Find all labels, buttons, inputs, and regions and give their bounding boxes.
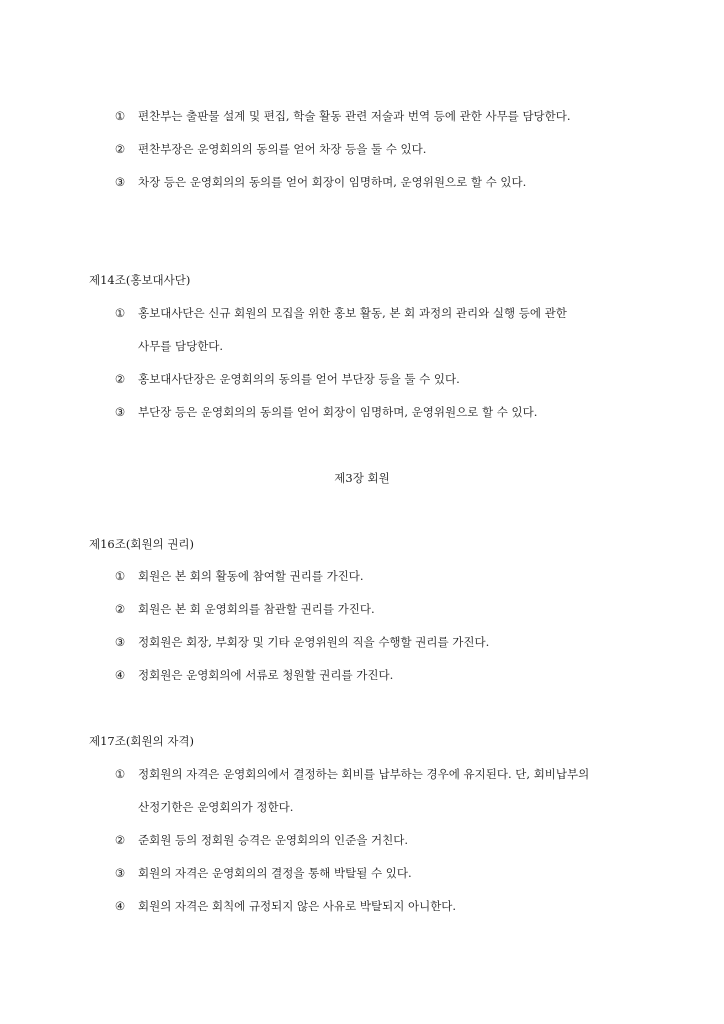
item-text: 사무를 담당한다. [138, 339, 224, 353]
item-number: ② [114, 372, 126, 386]
chapter-3-title: 제3장 회원 [334, 471, 390, 485]
item-text: 편찬부장은 운영회의의 동의를 얻어 차장 등을 둘 수 있다. [138, 142, 427, 156]
item-text: 정회원은 회장, 부회장 및 기타 운영위원의 직을 수행할 권리를 가진다. [138, 635, 490, 649]
item-number: ① [114, 306, 126, 320]
item-text: 회원은 본 회 운영회의를 참관할 권리를 가진다. [138, 602, 375, 616]
item-number: ② [114, 142, 126, 156]
item-text: 회원의 자격은 운영회의의 결정을 통해 박탈될 수 있다. [138, 866, 412, 880]
item-number: ④ [114, 668, 126, 682]
item-number: ③ [114, 866, 126, 880]
item-text: 준회원 등의 정회원 승격은 운영회의의 인준을 거친다. [138, 833, 408, 847]
item-text: 산정기한은 운영회의가 정한다. [138, 800, 294, 814]
item-text: 차장 등은 운영회의의 동의를 얻어 회장이 임명하며, 운영위원으로 할 수 있다. [138, 175, 527, 189]
item-text: 부단장 등은 운영회의의 동의를 얻어 회장이 임명하며, 운영위원으로 할 수 있다. [138, 405, 538, 419]
item-text: 홍보대사단장은 운영회의의 동의를 얻어 부단장 등을 둘 수 있다. [138, 372, 460, 386]
item-text: 회원은 본 회의 활동에 참여할 권리를 가진다. [138, 569, 364, 583]
item-number: ③ [114, 635, 126, 649]
item-number: ③ [114, 175, 126, 189]
item-number: ② [114, 833, 126, 847]
item-text: 정회원은 운영회의에 서류로 청원할 권리를 가진다. [138, 668, 394, 682]
item-number: ① [114, 569, 126, 583]
item-number: ③ [114, 405, 126, 419]
item-text: 정회원의 자격은 운영회의에서 결정하는 회비를 납부하는 경우에 유지된다. 단, 회비납부의 [138, 767, 590, 781]
item-number: ① [114, 767, 126, 781]
article-14-heading: 제14조(홍보대사단) [89, 273, 191, 287]
item-text: 회원의 자격은 회칙에 규정되지 않은 사유로 박탈되지 아니한다. [138, 899, 457, 913]
article-16-heading: 제16조(회원의 권리) [89, 537, 195, 551]
item-text: 편찬부는 출판물 설계 및 편집, 학술 활동 관련 저술과 번역 등에 관한 사무를 담당한다. [138, 109, 571, 123]
item-number: ② [114, 602, 126, 616]
item-text: 홍보대사단은 신규 회원의 모집을 위한 홍보 활동, 본 회 과정의 관리와 실행 등에 관한 [138, 306, 567, 320]
article-17-heading: 제17조(회원의 자격) [89, 734, 195, 748]
item-number: ④ [114, 899, 126, 913]
item-number: ① [114, 109, 126, 123]
